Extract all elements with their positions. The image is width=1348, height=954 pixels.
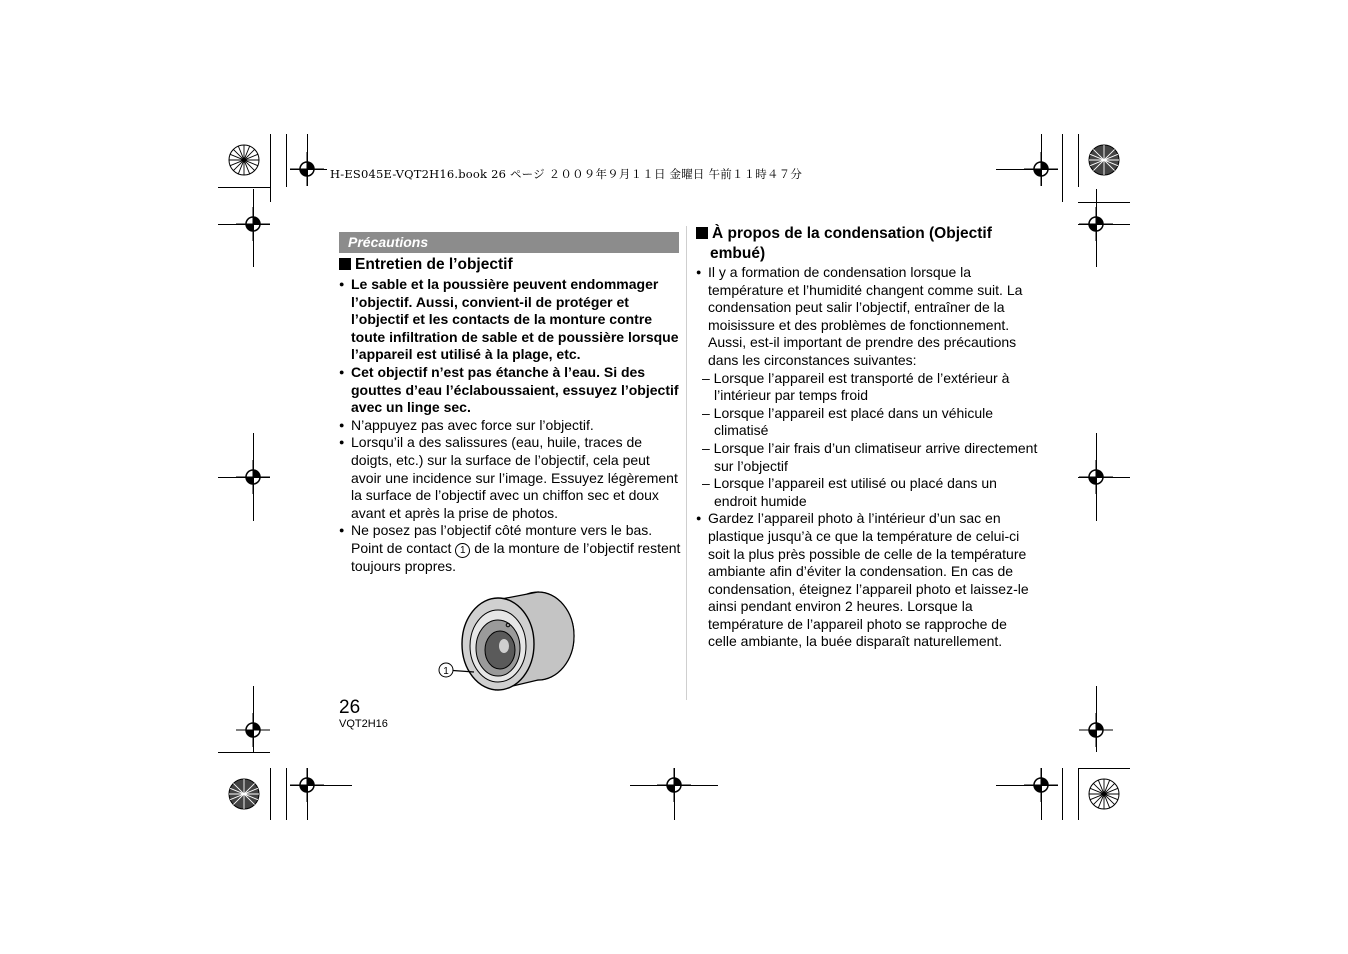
square-bullet-icon — [696, 227, 708, 239]
list-item: – Lorsque l’appareil est utilisé ou placé dans un endroit humide — [702, 475, 997, 509]
crop-mark — [1078, 202, 1130, 203]
column-divider — [686, 226, 687, 700]
crop-mark — [290, 785, 352, 786]
crop-mark — [218, 224, 270, 225]
starburst-target-icon — [1088, 778, 1120, 810]
crop-mark — [1078, 477, 1130, 478]
list-item-text: Ne posez pas l’objectif côté monture vers le bas. Point de contact — [351, 522, 653, 556]
crop-mark — [253, 189, 254, 267]
crop-mark — [674, 768, 675, 820]
list-item-text: de la monture de l’objectif restent toujours propres. — [351, 539, 681, 574]
crop-mark — [1041, 134, 1042, 186]
left-heading-text: Entretien de l’objectif — [355, 256, 513, 273]
left-column — [339, 276, 681, 576]
left-heading — [339, 255, 513, 275]
list-item — [339, 522, 681, 575]
crop-mark — [307, 768, 308, 820]
crop-mark — [1096, 189, 1097, 267]
crop-mark — [1062, 134, 1063, 202]
crop-mark — [290, 169, 327, 170]
right-heading — [696, 224, 1040, 264]
crop-mark — [996, 785, 1058, 786]
page-number: 26 — [339, 697, 361, 718]
square-bullet-icon — [339, 258, 351, 270]
crop-mark — [218, 187, 271, 188]
crop-mark — [286, 134, 287, 187]
list-item: – Lorsque l’appareil est placé dans un véhicule climatisé — [702, 404, 994, 439]
starburst-target-icon — [228, 144, 260, 176]
crop-mark — [1078, 134, 1079, 187]
crop-mark — [218, 477, 270, 478]
lens-illustration — [434, 586, 582, 698]
section-title: Précautions — [339, 232, 679, 253]
crop-mark — [1078, 768, 1130, 769]
document-code: VQT2H16 — [339, 718, 388, 730]
right-heading-text: À propos de la condensation (Objectif embué) — [710, 225, 992, 262]
crop-mark — [1041, 768, 1042, 820]
list-item: ● Le sable et la poussière peuvent endommager l’objectif. Aussi, convient-il de protéger et l’objectif et les contacts de la monture contre toute infiltration de sable et de poussière lorsque l’appareil est utilisé à la plage, etc. — [339, 276, 681, 364]
crop-mark — [996, 169, 1058, 170]
list-item: – Lorsque l’air frais d’un climatiseur arrive directement sur l’objectif — [702, 439, 1038, 474]
list-item: ● Il y a formation de condensation lorsque la température et l’humidité changent comme suit. La condensation peut salir l’objectif, entraîner de la moisissure et des problèmes de fonctionnement. Aussi, est-il important de prendre des précautions dans les circonstances suivantes: — [696, 264, 1038, 370]
crop-mark — [1062, 768, 1063, 820]
list-item: ● Lorsqu’il a des salissures (eau, huile, traces de doigts, etc.) sur la surface de l’objectif, cela peut avoir une incidence sur l’image. Essuyez légèrement la surface de l’objectif avec un chiffon sec et doux avant et après la prise de photos. — [339, 434, 681, 522]
crop-mark — [286, 768, 287, 820]
crop-mark — [253, 686, 254, 752]
crop-mark — [1078, 768, 1079, 820]
list-item: ● Cet objectif n’est pas étanche à l’eau. Si des gouttes d’eau l’éclaboussaient, essuyez l’objectif avec un linge sec. — [339, 364, 681, 417]
starburst-target-icon — [1088, 144, 1120, 176]
crop-mark — [218, 752, 270, 753]
list-item: ● Gardez l’appareil photo à l’intérieur d’un sac en plastique jusqu’à ce que la température de celui-ci soit la plus près possible de celle de la température ambiante afin d’éviter la condensation. En cas de condensation, éteignez l’appareil photo et laissez-le ainsi pendant environ 2 heures. Lorsque la température de l’appareil photo se rapproche de celle ambiante, la buée disparaît naturellement. — [696, 510, 1038, 651]
crop-mark — [270, 768, 271, 820]
figure-callout-label: 1 — [443, 666, 449, 677]
print-header: H-ES045E-VQT2H16.book 26 ページ ２００９年９月１１日 金曜日 午前１１時４７分 — [330, 167, 803, 181]
crop-mark — [1096, 686, 1097, 752]
crop-mark — [270, 134, 271, 202]
list-item: – Lorsque l’appareil est transporté de l’extérieur à l’intérieur par temps froid — [702, 369, 1010, 404]
contact-marker: 1 — [455, 543, 470, 558]
list-item: ● N’appuyez pas avec force sur l’objectif. — [339, 417, 681, 435]
right-column — [696, 264, 1038, 651]
crop-mark — [1078, 224, 1130, 225]
starburst-target-icon — [228, 778, 260, 810]
crop-mark — [307, 134, 308, 186]
